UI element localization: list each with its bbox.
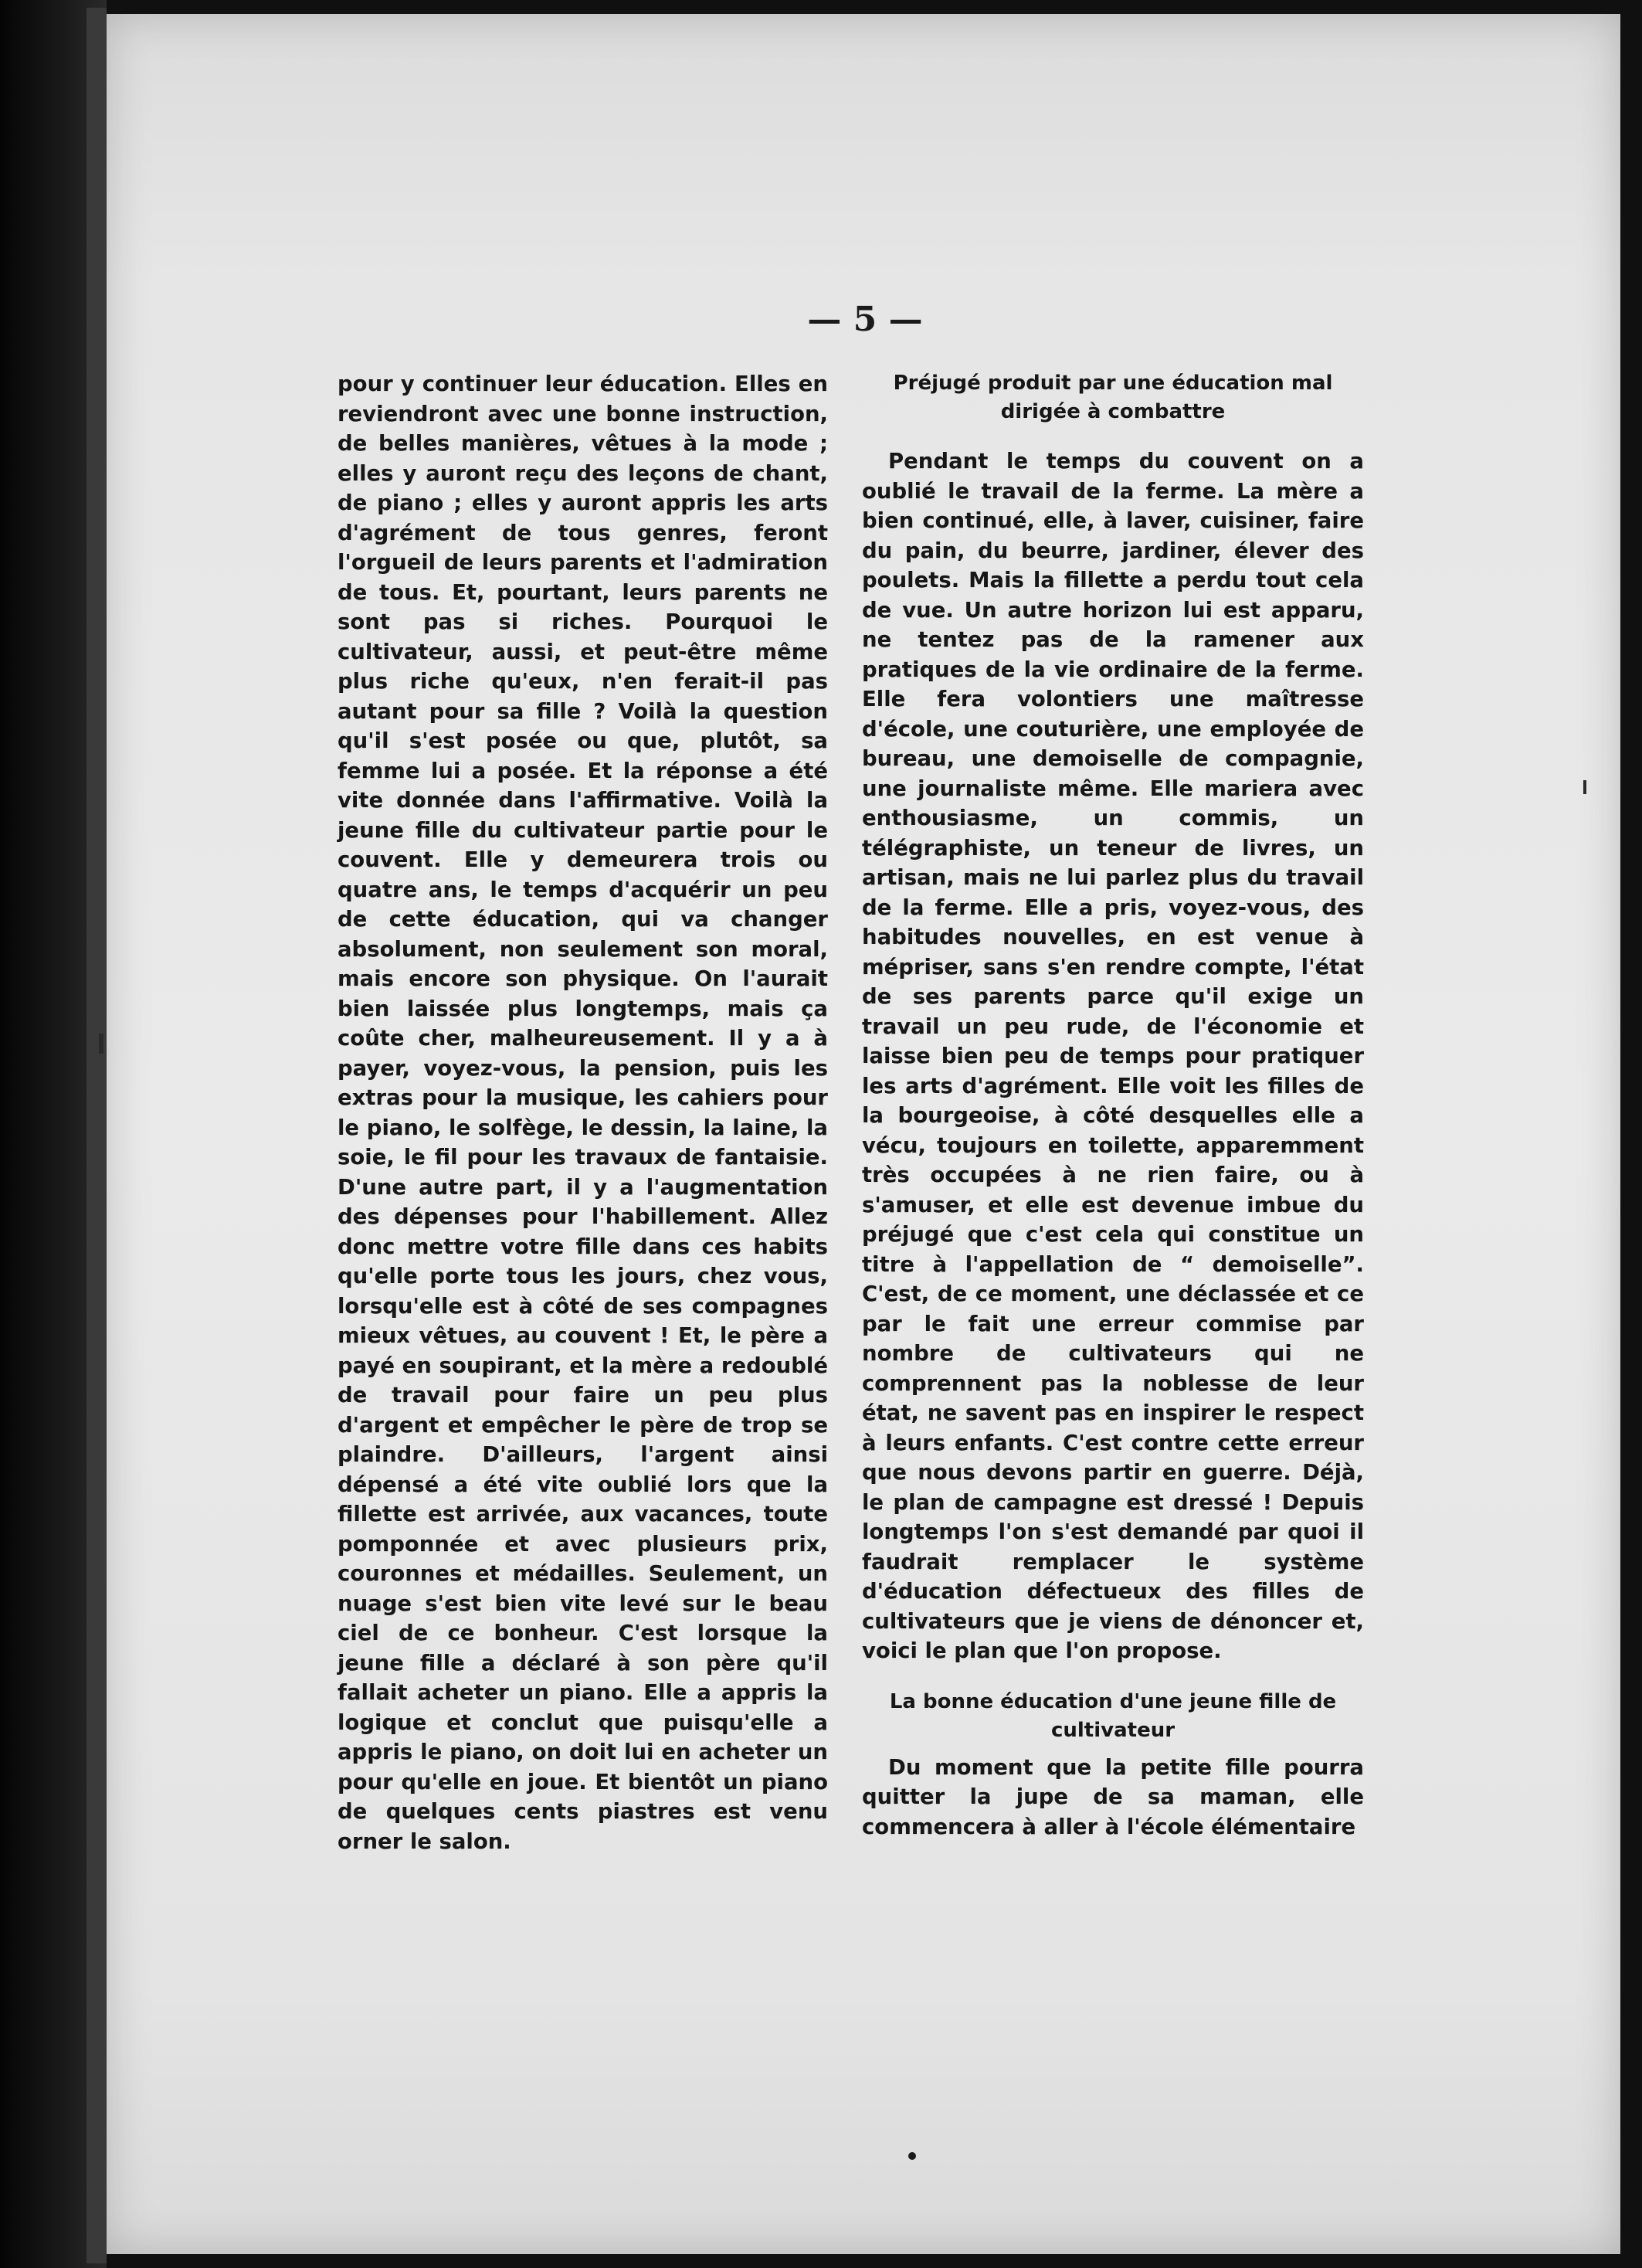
paragraph-good-education: Du moment que la petite fille pourra quitter la jupe de sa maman, elle commencera à aller à l'école élémentaire (862, 1754, 1364, 1839)
section-heading-prejudice: Préjugé produit par une éducation mal dirigée à combattre (893, 372, 1333, 423)
binding-edge (0, 0, 107, 2268)
page-number: — 5 — (807, 300, 923, 339)
section-heading-good-education: La bonne éducation d'une jeune fille de cultivateur (889, 1689, 1337, 1742)
ink-dot (908, 2152, 916, 2160)
paragraph-prejudice: Pendant le temps du couvent on a oublié le travail de la ferme. La mère a bien continué, elle, à laver, cuisiner, faire du pain, du beurre, jardiner, élever des poulets. Mais la fillette a perdu tout cela de vue. Un autre horizon lui est apparu, ne tentez pas de la ramener aux pratiques de la vie ordinaire de la ferme. Elle fera volontiers une maîtresse d'école, une couturière, une employée de bureau, une demoiselle de compagnie, une journaliste même. Elle mariera avec enthousiasme, un commis, un télégraphiste, un teneur de livres, un artisan, mais ne lui parlez plus du travail de la ferme. Elle a pris, voyez-vous, des habitudes nouvelles, en est venue à mépriser, sans s'en rendre compte, l'état de ses parents parce qu'il exige un travail un peu rude, de l'économie et laisse bien peu de temps pour pratiquer les arts d'agrément. Elle voit les filles de la bourgeoise, à côté desquelles elle a vécu, toujours en toilette, apparemment très occupées à ne rien faire, ou à s'amuser, et elle est devenue imbue du préjugé que c'est cela qui constitue un titre à l'appellation de “ demoiselle”. C'est, de ce moment, une déclassée et ce par le fait une erreur commise par nombre de cultivateurs qui ne comprennent pas la noblesse de leur état, ne savent pas en inspirer le respect à leurs enfants. C'est contre cette erreur que nous devons partir en guerre. Déjà, le plan de campagne est dressé ! Depuis longtemps l'on s'est demandé par quoi il faudrait remplacer le système d'éducation défectueux des filles de cultivateurs que je viens de dénoncer et, voici le plan que l'on propose. (862, 449, 1364, 1663)
left-column (338, 369, 828, 1856)
binding-strip (87, 8, 107, 2263)
left-column-text: pour y continuer leur éducation. Elles en reviendront avec une bonne instruction, de belles manières, vêtues à la mode ; elles y auront reçu des leçons de chant, de piano ; elles y auront appris les arts d'agrément de tous genres, feront l'orgueil de leurs parents et l'admiration de tous. Et, pourtant, leurs parents ne sont pas si riches. Pourquoi le cultivateur, aussi, et peut-être même plus riche qu'eux, n'en ferait-il pas autant pour sa fille ? Voilà la question qu'il s'est posée ou que, plutôt, sa femme lui a posée. Et la réponse a été vite donnée dans l'affirmative. Voilà la jeune fille du cultivateur partie pour le couvent. Elle y demeurera trois ou quatre ans, le temps d'acquérir un peu de cette éducation, qui va changer absolument, non seulement son moral, mais encore son physique. On l'aurait bien laissée plus longtemps, mais ça coûte cher, malheureusement. Il y a à payer, voyez-vous, la pension, puis les extras pour la musique, les cahiers pour le piano, le solfège, le dessin, la laine, la soie, le fil pour les travaux de fantaisie. D'une autre part, il y a l'augmentation des dépenses pour l'habillement. Allez donc mettre votre fille dans ces habits qu'elle porte tous les jours, chez vous, lorsqu'elle est à côté de ses compagnes mieux vêtues, au couvent ! Et, le père a payé en soupirant, et la mère a redoublé de travail pour faire un peu plus d'argent et empêcher le père de trop se plaindre. D'ailleurs, l'argent ainsi dépensé a été vite oublié lors que la fillette est arrivée, aux vacances, toute pomponnée et avec plusieurs prix, couronnes et médailles. Seulement, un nuage s'est bien vite levé sur le beau ciel de ce bonheur. C'est lorsque la jeune fille a déclaré à son père qu'il fallait acheter un piano. Elle a appris la logique et conclut que puisqu'elle a appris le piano, on doit lui en acheter un pour qu'elle en joue. Et bientôt un piano de quelques cents piastres est venu orner le salon. (338, 372, 828, 1854)
scan-speck (1583, 780, 1586, 794)
scan-speck (99, 1034, 103, 1054)
right-column (862, 369, 1364, 1842)
